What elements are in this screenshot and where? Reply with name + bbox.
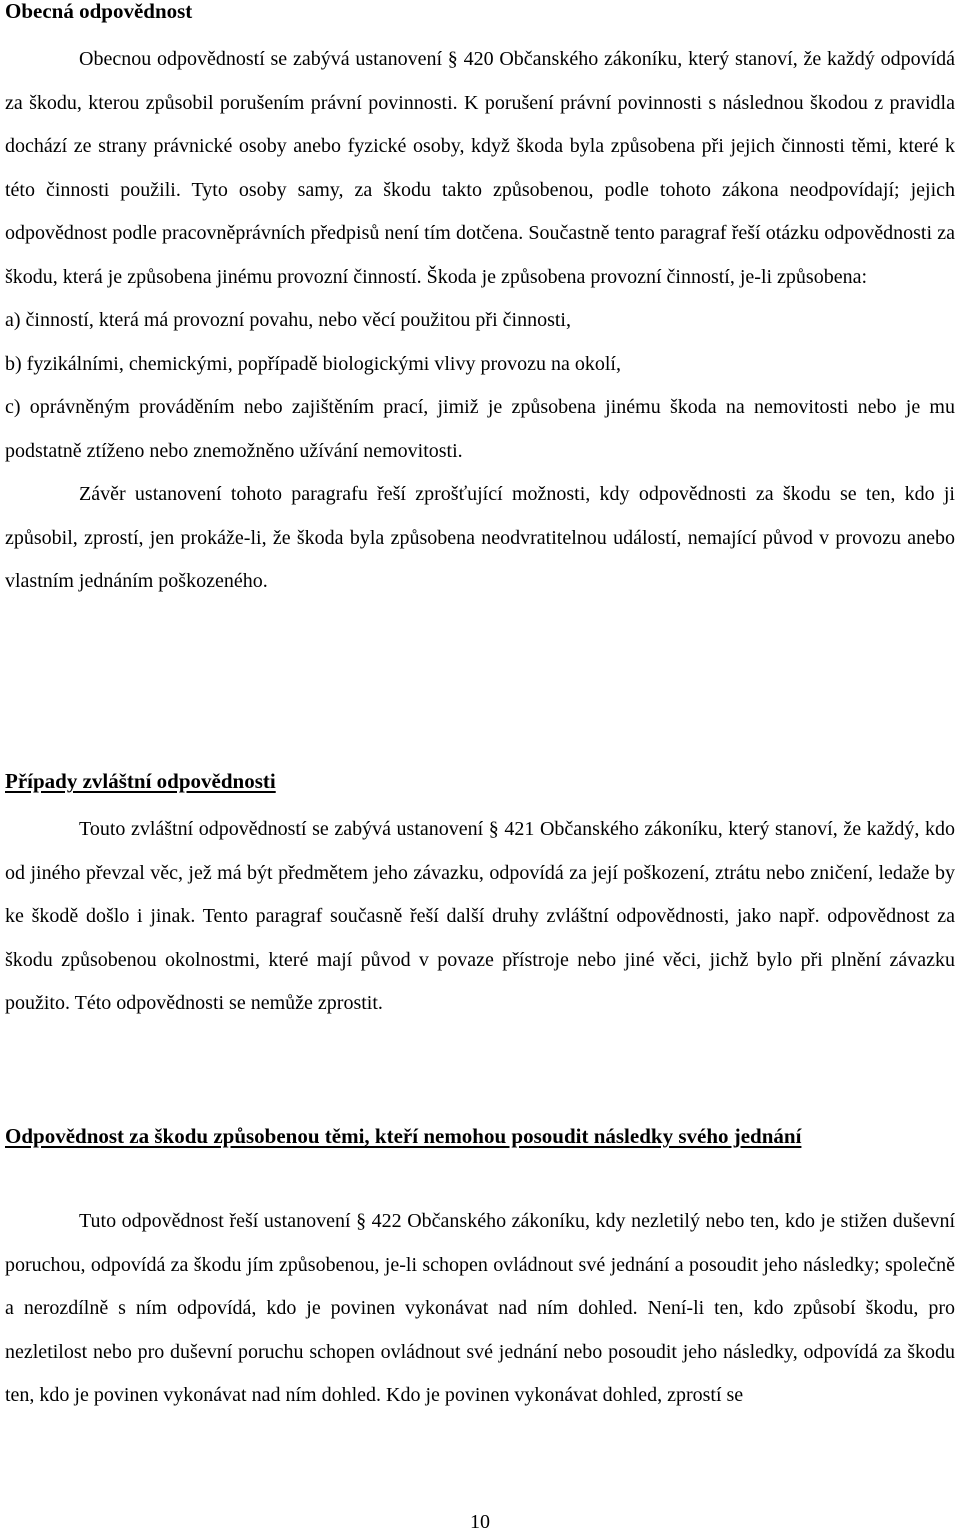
paragraph: Závěr ustanovení tohoto paragrafu řeší zprošťující možnosti, kdy odpovědnosti za škodu se ten, kdo ji způsobil, zprostí, jen prokáže-li, že škoda byla způsobena neodvratitelnou událostí, nemající původ v provozu anebo vlastním jednáním poškozeného. xyxy=(5,483,955,592)
section-heading xyxy=(5,1115,955,1158)
paragraph: Touto zvláštní odpovědností se zabývá ustanovení § 421 Občanského zákoníku, který stanoví, že každý, kdo od jiného převzal věc, jež má být předmětem jeho závazku, odpovídá za její poškození, ztrátu nebo zničení, ledaže by ke škodě došlo i jinak. Tento paragraf současně řeší další druhy zvláštní odpovědnosti, jako např. odpovědnost za škodu způsobenou okolnostmi, které mají původ v povaze přístroje nebo jiné věci, jichž bylo při plnění závazku použito. Této odpovědnosti se nemůže zprostit. xyxy=(5,818,955,1014)
section-heading xyxy=(5,760,955,803)
section-odpovednost-za-skodu xyxy=(5,1115,955,1158)
list-item-a: a) činností, která má provozní povahu, nebo věcí použitou při činnosti, xyxy=(5,309,571,331)
list-item-b: b) fyzikálními, chemickými, popřípadě biologickými vlivy provozu na okolí, xyxy=(5,352,621,375)
section-body xyxy=(5,1200,955,1418)
paragraph: Tuto odpovědnost řeší ustanovení § 422 Občanského zákoníku, kdy nezletilý nebo ten, kdo je stižen duševní poruchou, odpovídá za škodu jím způsobenou, je-li schopen ovládnout své jednání a posoudit jeho následky; společně a nerozdílně s ním odpovídá, kdo je povinen vykonávat nad ním dohled. Není-li ten, kdo způsobí škodu, pro nezletilost nebo pro duševní poruchu schopen ovládnout své jednání nebo posoudit jeho následky, odpovídá za škodu ten, kdo je povinen vykonávat nad ním dohled. Kdo je povinen vykonávat dohled, zprostí se xyxy=(5,1210,955,1406)
section-heading-text: Odpovědnost za škodu způsobenou těmi, kteří nemohou posoudit následky svého jednání xyxy=(5,1124,802,1148)
section-body xyxy=(5,38,955,604)
section-heading-text: Případy zvláštní odpovědnosti xyxy=(5,769,276,793)
section-pripady-zvlastni-odpovednosti xyxy=(5,760,955,803)
section-obecna-odpovednost xyxy=(5,0,955,33)
page-number: 10 xyxy=(470,1511,490,1533)
section-heading: Obecná odpovědnost xyxy=(5,0,193,23)
section-body xyxy=(5,808,955,1026)
paragraph: Obecnou odpovědností se zabývá ustanovení § 420 Občanského zákoníku, který stanoví, že každý odpovídá za škodu, kterou způsobil porušením právní povinnosti. K porušení právní povinnosti s následnou škodou z pravidla dochází ze strany právnické osoby anebo fyzické osoby, když škoda byla způsobena při jejich činnosti těmi, které k této činnosti použili. Tyto osoby samy, za škodu takto způsobenou, podle tohoto zákona neodpovídají; jejich odpovědnost podle pracovněprávních předpisů není tím dotčena. Součastně tento paragraf řeší otázku odpovědnosti za škodu, která je způsobena jinému provozní činností. Škoda je způsobena provozní činností, je-li způsobena: xyxy=(5,48,955,288)
list-item-c: c) oprávněným prováděním nebo zajištěním prací, jimiž je způsobena jinému škoda na nemovitosti nebo je mu podstatně ztíženo nebo znemožněno užívání nemovitosti. xyxy=(5,396,955,462)
